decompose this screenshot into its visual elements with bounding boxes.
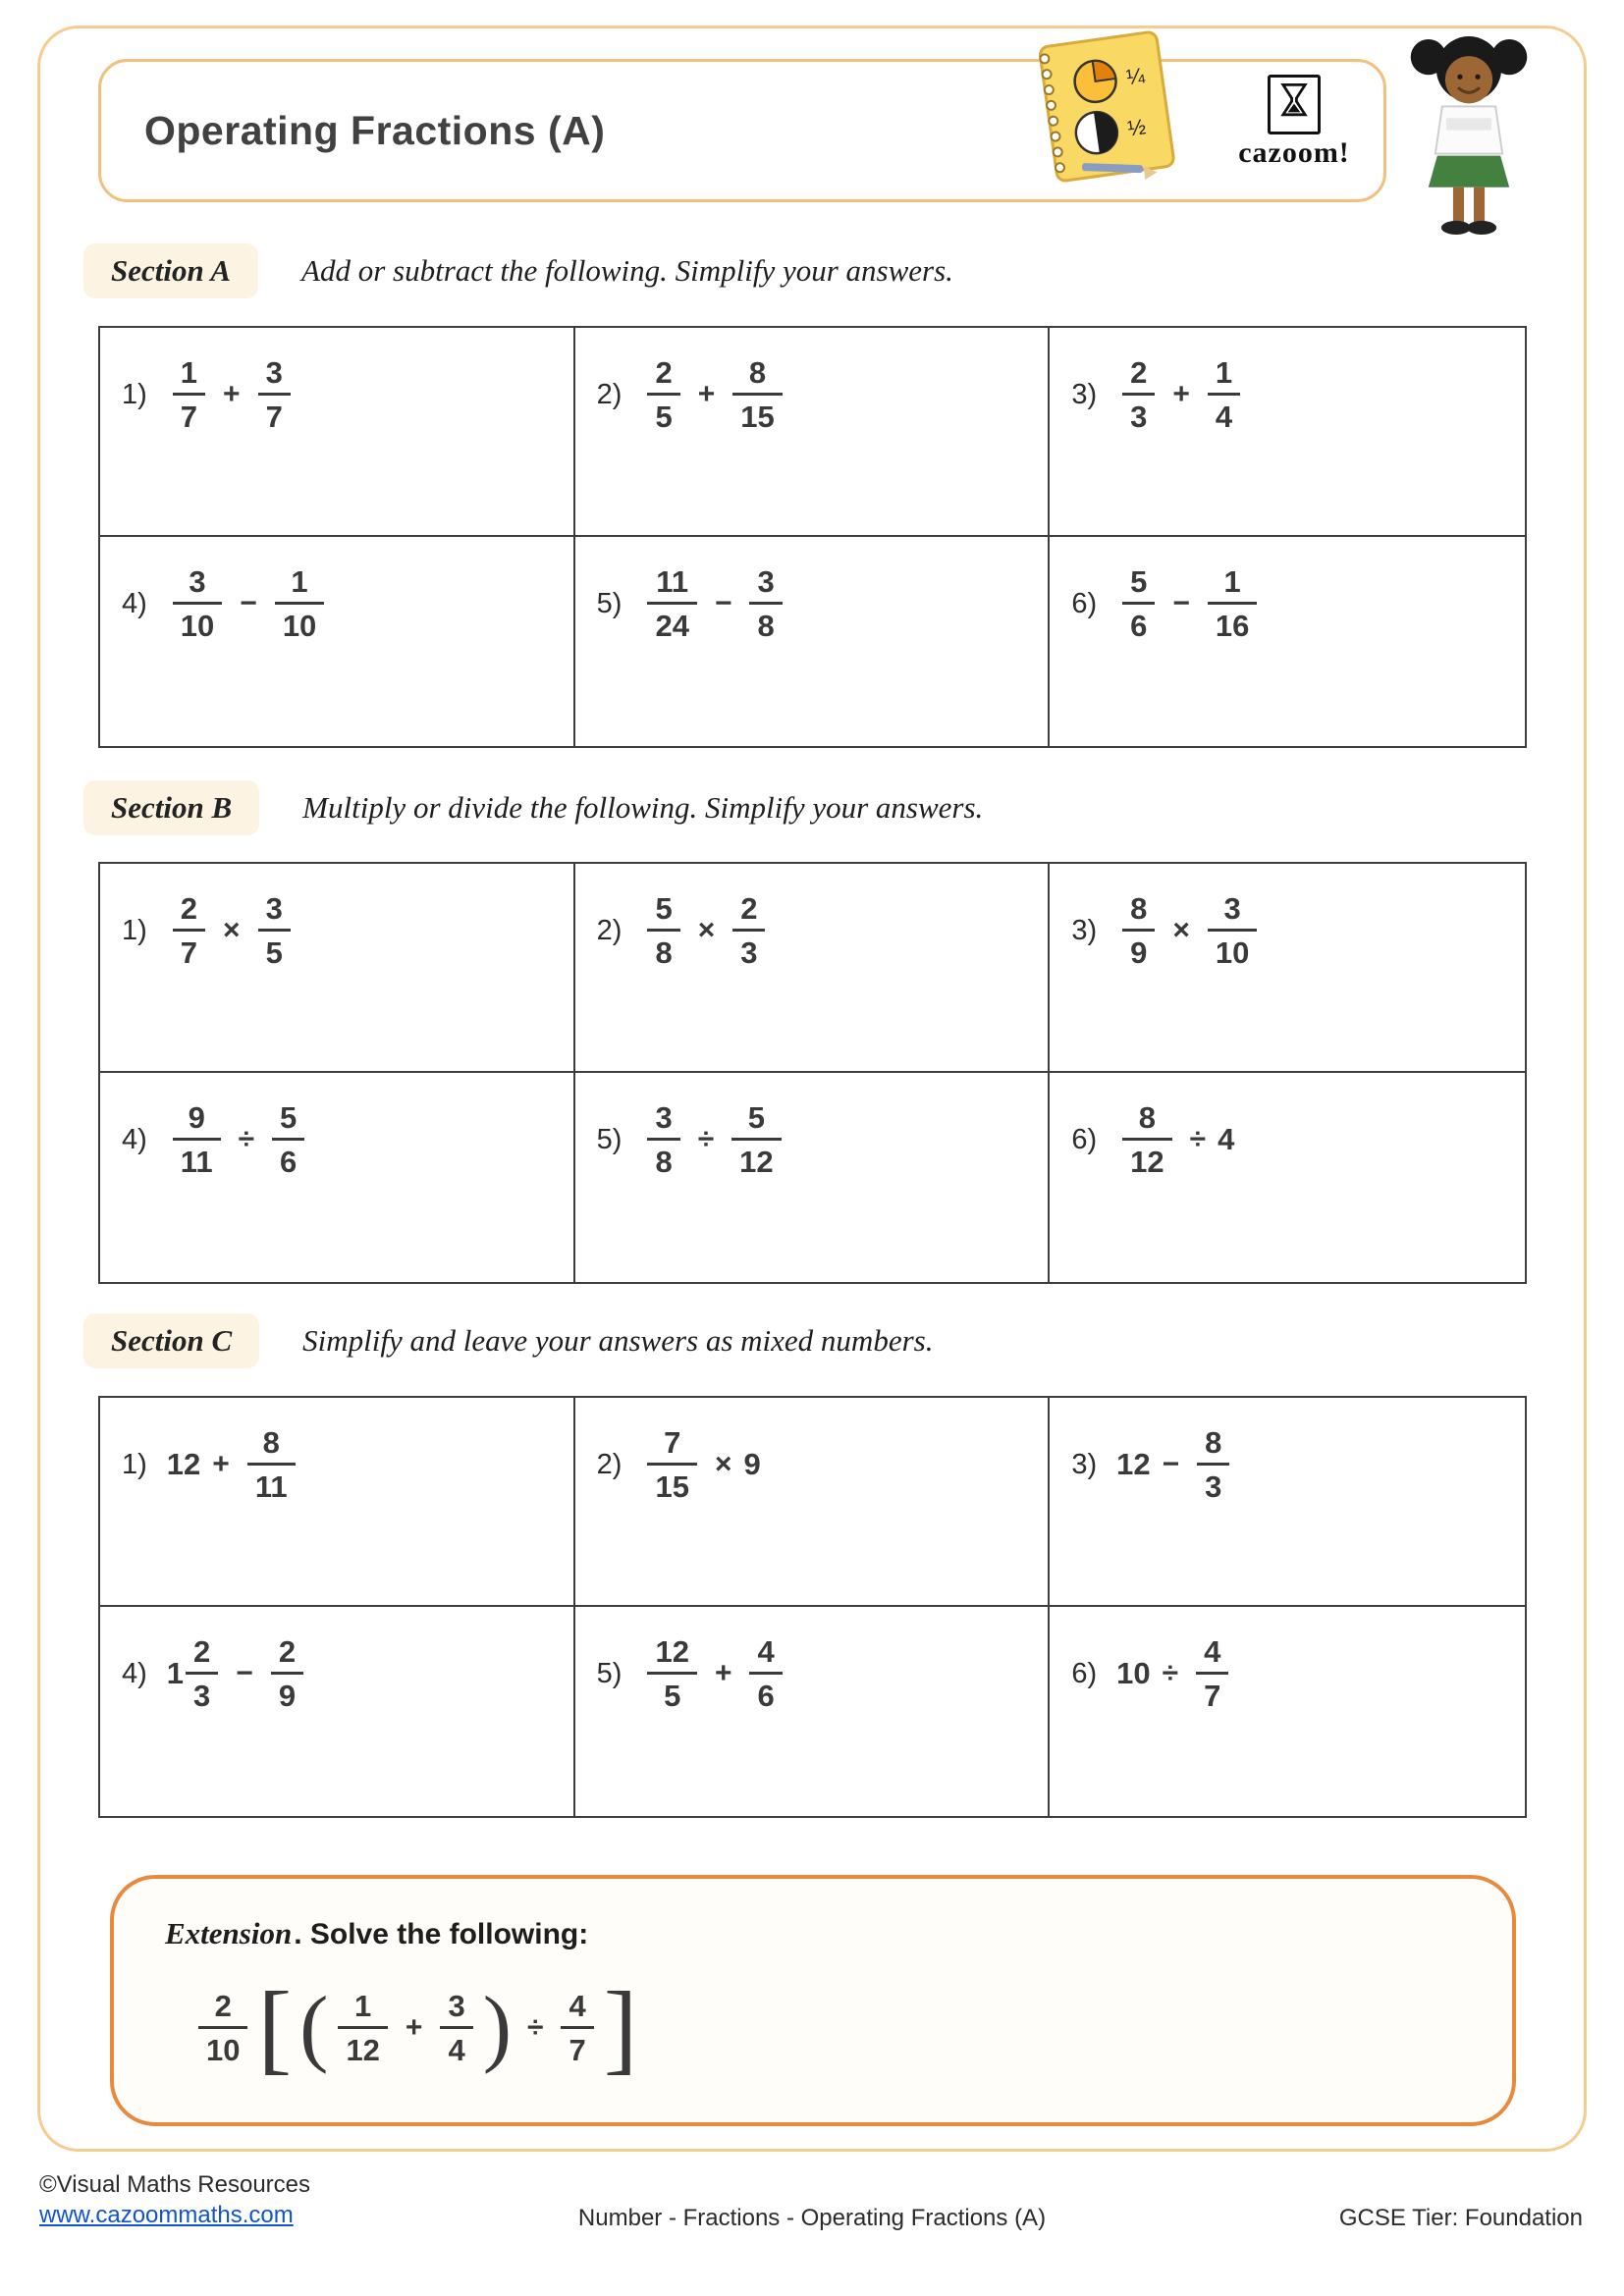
fraction: $\frac{8}{12}$ <box>1122 1102 1171 1177</box>
whole-number: 9 <box>743 1447 761 1481</box>
extension-instruction: . Solve the following: <box>294 1918 589 1950</box>
operator: × <box>223 914 241 946</box>
operator: ÷ <box>527 2011 544 2044</box>
fraction: $\frac{5}{12}$ <box>731 1102 781 1177</box>
fraction: $\frac{7}{15}$ <box>647 1427 696 1502</box>
fraction: $\frac{1}{4}$ <box>1208 357 1240 432</box>
problem-cell <box>100 864 575 1073</box>
section-b-table <box>98 862 1527 1284</box>
problem-cell <box>575 328 1051 537</box>
section-b-instruction: Multiply or divide the following. Simplify your answers. <box>302 790 984 825</box>
whole-number: 4 <box>1218 1122 1235 1156</box>
fraction: $\frac{11}{24}$ <box>647 566 696 641</box>
hourglass-icon <box>1268 75 1321 134</box>
operator: × <box>697 914 716 946</box>
open-parenthesis: ( <box>299 1980 329 2075</box>
website-link[interactable]: www.cazoommaths.com <box>39 2202 294 2228</box>
fraction: $\frac{3}{10}$ <box>173 566 222 641</box>
problem-cell <box>1050 1607 1525 1816</box>
problem-cell <box>100 1607 575 1816</box>
section-b-label: Section B <box>83 780 259 835</box>
fraction: $\frac{2}{3}$ <box>1122 357 1155 432</box>
fraction: $\frac{3}{10}$ <box>1208 893 1257 968</box>
operator: × <box>714 1448 732 1480</box>
student-illustration <box>1392 27 1545 240</box>
extension-box <box>110 1875 1516 2126</box>
problem-number: 2) <box>596 1448 623 1480</box>
problem-number: 6) <box>1071 1123 1098 1155</box>
fraction: $\frac{5}{6}$ <box>272 1102 304 1177</box>
operator: + <box>1172 378 1190 410</box>
section-a-heading <box>83 243 953 298</box>
fraction: $\frac{9}{11}$ <box>173 1102 221 1177</box>
problem-number: 3) <box>1071 1448 1098 1480</box>
problem-number: 4) <box>122 1657 147 1689</box>
problem-cell <box>575 864 1051 1073</box>
fraction: $\frac{2}{9}$ <box>271 1636 303 1711</box>
problem-number: 1) <box>122 1448 147 1480</box>
section-c-instruction: Simplify and leave your answers as mixed numbers. <box>302 1323 934 1358</box>
problem-number: 5) <box>596 1123 623 1155</box>
fraction: $\frac{4}{6}$ <box>749 1636 782 1711</box>
problem-cell <box>1050 328 1525 537</box>
fraction: $\frac{8}{11}$ <box>247 1427 296 1502</box>
fraction: $\frac{2}{7}$ <box>173 893 205 968</box>
whole-number: 12 <box>166 1447 201 1481</box>
fraction: $\frac{2}{10}$ <box>198 1991 247 2065</box>
section-a-table <box>98 326 1527 748</box>
fraction: $\frac{1}{7}$ <box>173 357 205 432</box>
fraction: $\frac{3}{4}$ <box>440 1991 472 2065</box>
copyright-text: ©Visual Maths Resources <box>39 2171 311 2198</box>
operator: − <box>714 587 732 619</box>
header <box>98 59 1386 202</box>
operator: ÷ <box>1189 1123 1207 1155</box>
section-c-label: Section C <box>83 1313 259 1368</box>
fraction: $\frac{8}{15}$ <box>732 357 782 432</box>
close-square-bracket: ] <box>603 1971 638 2084</box>
problem-cell <box>575 1073 1051 1282</box>
problem-cell <box>1050 1073 1525 1282</box>
extension-expression <box>192 1971 1461 2084</box>
fraction: $\frac{4}{7}$ <box>561 1991 593 2065</box>
operator: + <box>212 1448 230 1480</box>
problem-cell <box>575 537 1051 746</box>
fraction: $\frac{4}{7}$ <box>1196 1636 1228 1711</box>
fraction: $\frac{5}{6}$ <box>1122 566 1155 641</box>
section-c-heading <box>83 1313 933 1368</box>
problem-number: 6) <box>1071 587 1098 619</box>
fraction: $\frac{5}{8}$ <box>647 893 679 968</box>
operator: − <box>1162 1448 1180 1480</box>
problem-number: 2) <box>596 914 623 946</box>
footer-tier: GCSE Tier: Foundation <box>1338 2205 1583 2231</box>
fraction: $\frac{8}{3}$ <box>1197 1427 1229 1502</box>
cazoom-logo <box>1225 75 1363 170</box>
operator: − <box>1172 587 1190 619</box>
operator: + <box>405 2011 423 2044</box>
fraction: $\frac{8}{9}$ <box>1122 893 1155 968</box>
operator: ÷ <box>1162 1657 1179 1689</box>
page-title: Operating Fractions (A) <box>144 108 606 153</box>
whole-number: 1 <box>166 1656 185 1690</box>
problem-number: 5) <box>596 1657 623 1689</box>
operator: − <box>240 587 257 619</box>
close-parenthesis: ) <box>482 1980 513 2075</box>
extension-label: Extension <box>165 1916 293 1950</box>
operator: × <box>1172 914 1190 946</box>
notepad-fractions-icon <box>1017 27 1190 196</box>
fraction: $\frac{3}{5}$ <box>258 893 291 968</box>
operator: + <box>697 378 716 410</box>
fraction: $\frac{3}{7}$ <box>258 357 291 432</box>
problem-number: 1) <box>122 378 147 410</box>
operator: + <box>714 1657 732 1689</box>
problem-number: 5) <box>596 587 623 619</box>
fraction: $\frac{2}{5}$ <box>647 357 679 432</box>
section-a-label: Section A <box>83 243 258 298</box>
fraction: $\frac{1}{12}$ <box>338 1991 387 2065</box>
problem-cell <box>575 1398 1051 1607</box>
operator: ÷ <box>238 1123 255 1155</box>
notepad-frac-quarter: ¼ <box>1124 62 1147 90</box>
problem-number: 3) <box>1071 914 1098 946</box>
fraction: $\frac{2}{3}$ <box>732 893 765 968</box>
problem-cell <box>100 537 575 746</box>
problem-number: 6) <box>1071 1657 1098 1689</box>
problem-cell <box>100 1073 575 1282</box>
cazoom-logo-text: cazoom! <box>1238 136 1350 169</box>
section-c-table <box>98 1396 1527 1818</box>
section-b-heading <box>83 780 983 835</box>
fraction: $\frac{3}{8}$ <box>647 1102 679 1177</box>
fraction: $\frac{1}{16}$ <box>1208 566 1257 641</box>
whole-number: 12 <box>1116 1447 1151 1481</box>
problem-number: 2) <box>596 378 623 410</box>
footer-breadcrumb: Number - Fractions - Operating Fractions (A) <box>577 2205 1047 2231</box>
operator: − <box>236 1657 253 1689</box>
fraction: $\frac{1}{10}$ <box>275 566 324 641</box>
problem-number: 4) <box>122 1123 147 1155</box>
problem-cell <box>1050 864 1525 1073</box>
problem-cell <box>100 1398 575 1607</box>
operator: + <box>223 378 241 410</box>
mixed-number <box>167 1636 225 1711</box>
operator: ÷ <box>697 1123 715 1155</box>
fraction: $\frac{12}{5}$ <box>647 1636 696 1711</box>
whole-number: 10 <box>1116 1656 1151 1690</box>
fraction: $\frac{3}{8}$ <box>749 566 782 641</box>
problem-cell <box>100 328 575 537</box>
problem-number: 4) <box>122 587 147 619</box>
fraction: $\frac{2}{3}$ <box>186 1636 218 1711</box>
problem-cell <box>575 1607 1051 1816</box>
problem-cell <box>1050 1398 1525 1607</box>
notepad-frac-half: ½ <box>1125 114 1148 141</box>
problem-cell <box>1050 537 1525 746</box>
section-a-instruction: Add or subtract the following. Simplify your answers. <box>301 253 953 288</box>
open-square-bracket: [ <box>257 1971 293 2084</box>
problem-number: 3) <box>1071 378 1098 410</box>
problem-number: 1) <box>122 914 147 946</box>
